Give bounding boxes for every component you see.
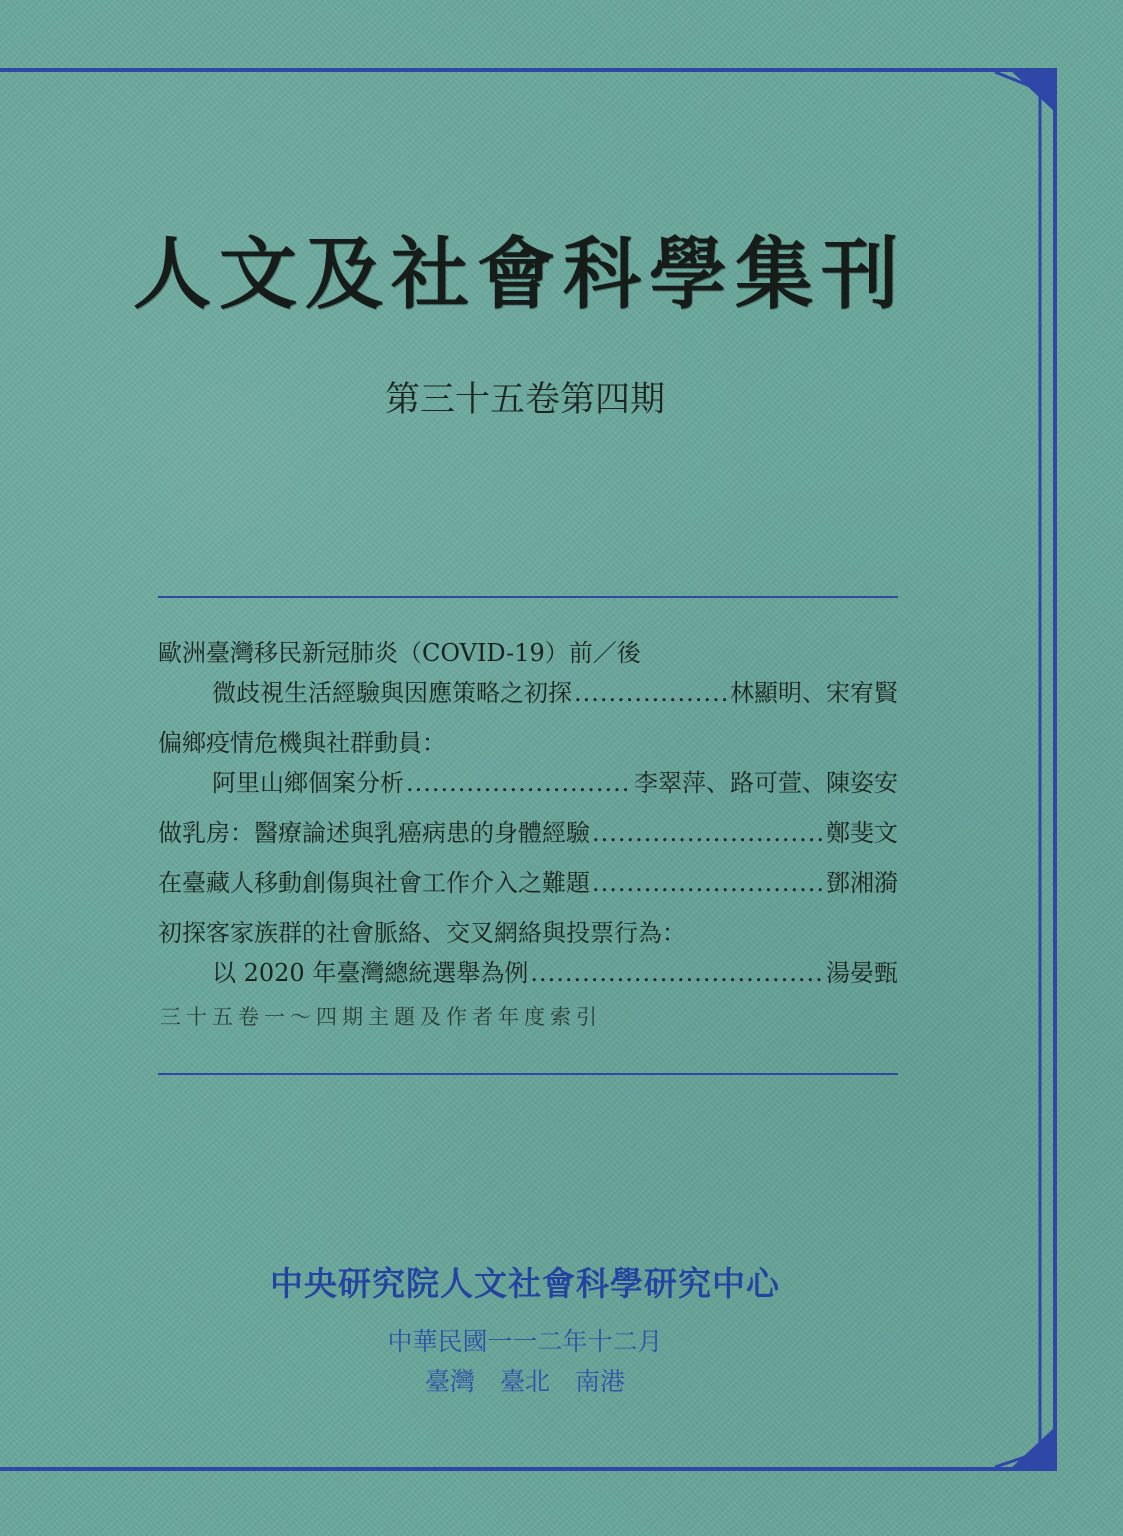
dot-leader xyxy=(530,953,824,993)
article-authors: 李翠萍、路可萱、陳姿安 xyxy=(634,769,898,797)
article-authors: 湯晏甄 xyxy=(826,959,898,987)
article-title-continued: 以 2020 年臺灣總統選舉為例 xyxy=(212,959,529,987)
article-title-continued: 阿里山鄉個案分析 xyxy=(212,769,404,797)
dot-leader xyxy=(592,813,824,853)
publication-place: 臺灣 臺北 南港 xyxy=(424,1367,625,1396)
corner-ornament-bottom xyxy=(1010,1427,1055,1469)
table-of-contents xyxy=(158,633,898,1003)
article-title: 在臺藏人移動創傷與社會工作介入之難題 xyxy=(158,869,590,897)
article-title-continued: 微歧視生活經驗與因應策略之初探 xyxy=(212,679,572,707)
annual-index-note: 三十五卷一～四期主題及作者年度索引 xyxy=(160,1005,602,1029)
journal-title: 人文及社會科學集刊 xyxy=(132,229,907,320)
toc-entry xyxy=(158,863,898,903)
article-title: 初探客家族群的社會脈絡、交叉網絡與投票行為： xyxy=(158,919,686,947)
divider-bottom xyxy=(158,1073,898,1075)
issue-number: 第三十五卷第四期 xyxy=(384,380,665,420)
article-authors: 鄭斐文 xyxy=(826,819,898,847)
article-title: 歐洲臺灣移民新冠肺炎（COVID-19）前／後 xyxy=(158,639,641,667)
article-title: 偏鄉疫情危機與社群動員： xyxy=(158,729,446,757)
article-authors: 林顯明、宋宥賢 xyxy=(730,679,898,707)
toc-entry xyxy=(158,813,898,853)
dot-leader xyxy=(406,763,632,803)
publication-date: 中華民國一一二年十二月 xyxy=(387,1327,663,1356)
toc-entry xyxy=(158,723,898,803)
corner-ornament-top xyxy=(1010,70,1055,112)
divider-top xyxy=(158,596,898,598)
publisher-name: 中央研究院人文社會科學研究中心 xyxy=(270,1264,780,1303)
toc-entry xyxy=(158,633,898,713)
article-authors: 鄧湘漪 xyxy=(826,869,898,897)
dot-leader xyxy=(574,673,728,713)
article-title: 做乳房：醫療論述與乳癌病患的身體經驗 xyxy=(158,819,590,847)
dot-leader xyxy=(592,863,824,903)
toc-entry xyxy=(158,913,898,993)
